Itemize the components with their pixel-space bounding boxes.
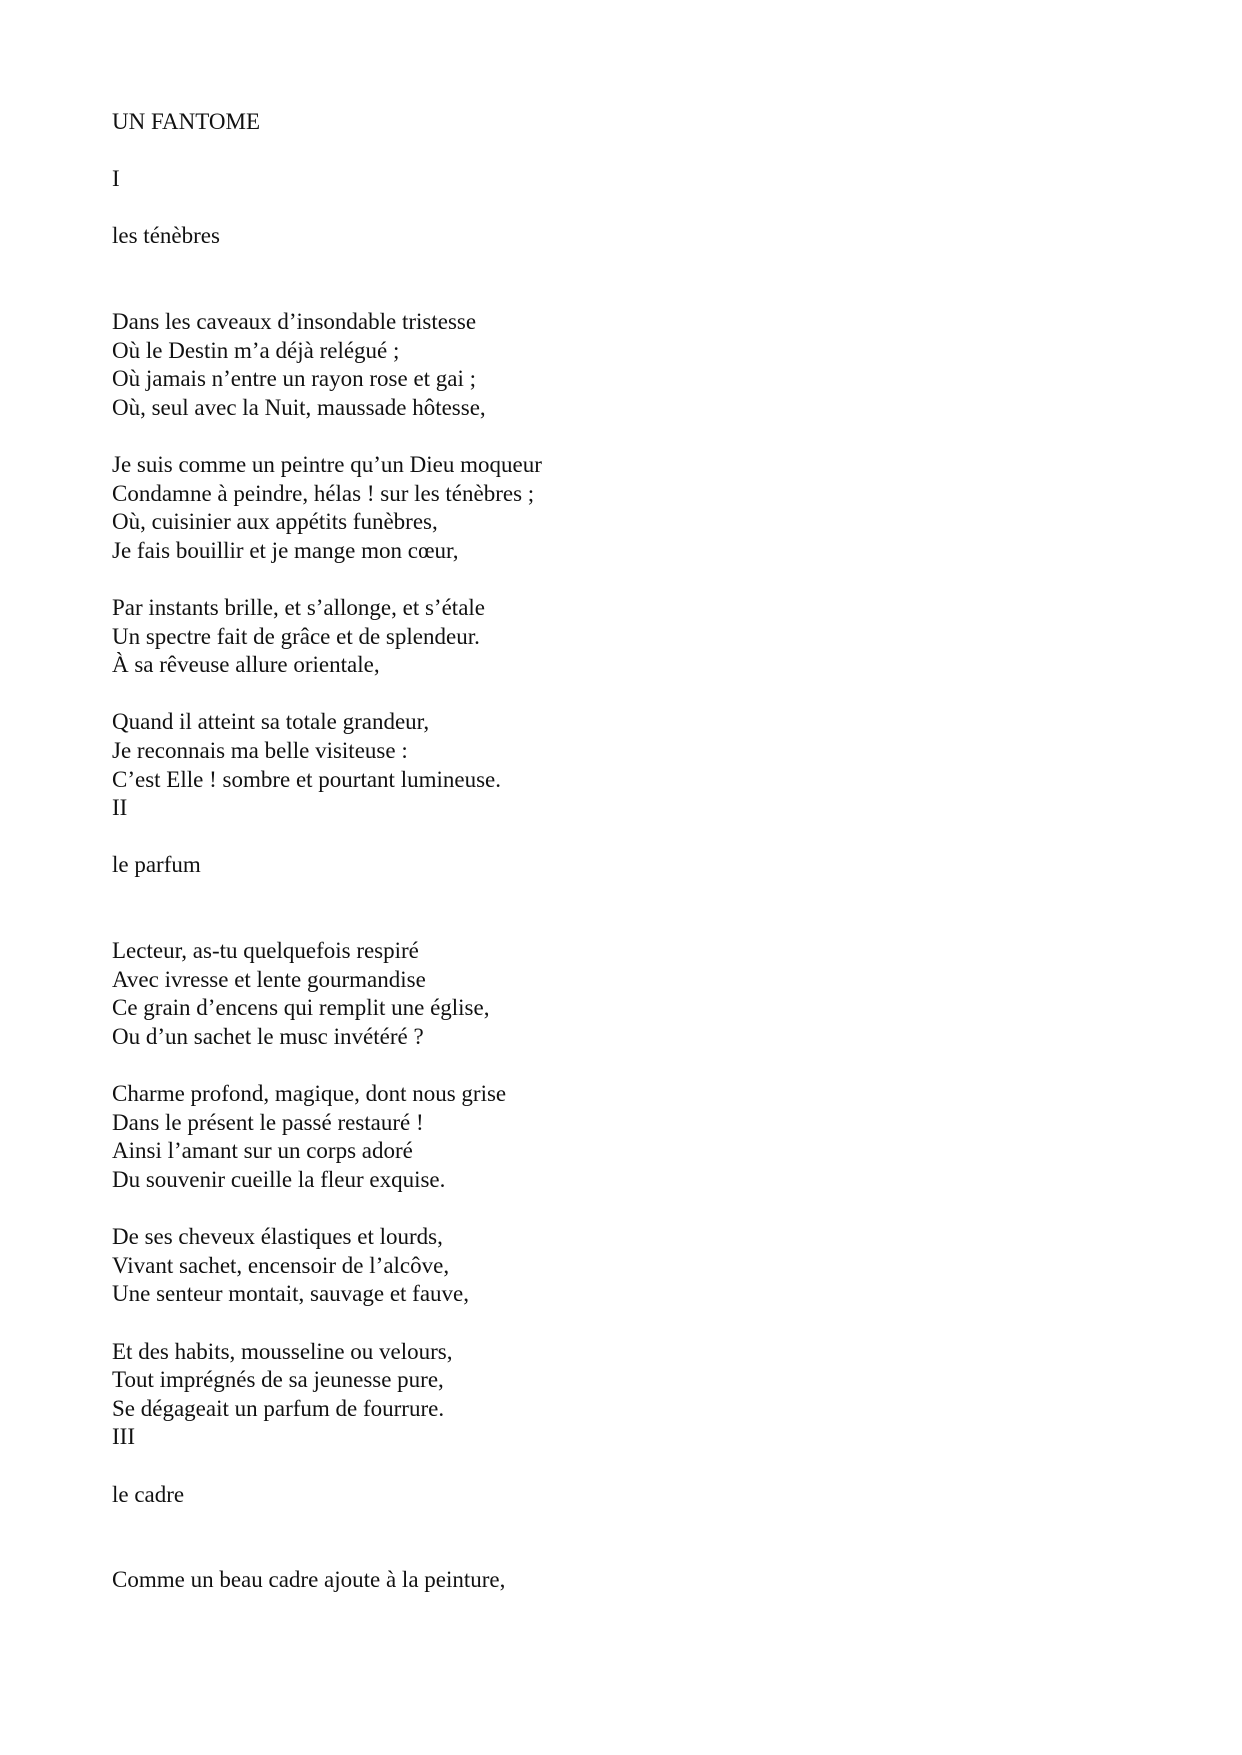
poem-part-1 xyxy=(112,165,1142,794)
verse-line: Où le Destin m’a déjà relégué ; xyxy=(112,337,400,363)
stanza xyxy=(112,451,1142,565)
verse-line: Dans les caveaux d’insondable tristesse xyxy=(112,309,477,335)
poem-part-2 xyxy=(112,794,1142,1423)
verse-line: Où, seul avec la Nuit, maussade hôtesse, xyxy=(112,394,486,420)
verse-line: Ce grain d’encens qui remplit une église, xyxy=(112,995,490,1021)
part-number: III xyxy=(112,1424,135,1450)
verse-line: Avec ivresse et lente gourmandise xyxy=(112,966,426,992)
verse-line: Par instants brille, et s’allonge, et s’étale xyxy=(112,595,485,621)
part-title: les ténèbres xyxy=(112,223,220,249)
verse-line: Je suis comme un peintre qu’un Dieu moqueur xyxy=(112,452,542,478)
stanza xyxy=(112,308,1142,422)
verse-line: Quand il atteint sa totale grandeur, xyxy=(112,709,430,735)
verse-line: Charme profond, magique, dont nous grise xyxy=(112,1081,507,1107)
stanza xyxy=(112,937,1142,1051)
verse-line: Condamne à peindre, hélas ! sur les ténèbres ; xyxy=(112,480,535,506)
verse-line: Ainsi l’amant sur un corps adoré xyxy=(112,1138,413,1164)
verse-line: Je fais bouillir et je mange mon cœur, xyxy=(112,537,459,563)
verse-line: Ou d’un sachet le musc invétéré ? xyxy=(112,1024,424,1049)
stanza xyxy=(112,1566,1142,1595)
stanza xyxy=(112,1223,1142,1309)
verse-line: Une senteur montait, sauvage et fauve, xyxy=(112,1281,470,1307)
verse-line: Du souvenir cueille la fleur exquise. xyxy=(112,1166,446,1192)
part-number: II xyxy=(112,795,128,821)
verse-line: C’est Elle ! sombre et pourtant lumineuse. xyxy=(112,766,501,792)
stanza xyxy=(112,708,1142,794)
stanza xyxy=(112,594,1142,680)
verse-line: Je reconnais ma belle visiteuse : xyxy=(112,738,408,764)
verse-line: À sa rêveuse allure orientale, xyxy=(112,652,380,678)
verse-line: Lecteur, as-tu quelquefois respiré xyxy=(112,938,419,964)
stanza xyxy=(112,1080,1142,1194)
verse-line: Tout imprégnés de sa jeunesse pure, xyxy=(112,1367,444,1393)
poem-part-3 xyxy=(112,1423,1142,1595)
verse-line: De ses cheveux élastiques et lourds, xyxy=(112,1224,443,1250)
verse-line: Où jamais n’entre un rayon rose et gai ; xyxy=(112,366,477,392)
verse-line: Se dégageait un parfum de fourrure. xyxy=(112,1395,445,1421)
poem-title: UN FANTOME xyxy=(112,109,261,134)
part-title: le cadre xyxy=(112,1481,185,1507)
verse-line: Où, cuisinier aux appétits funèbres, xyxy=(112,509,438,535)
verse-line: Un spectre fait de grâce et de splendeur. xyxy=(112,623,480,649)
verse-line: Dans le présent le passé restauré ! xyxy=(112,1109,424,1135)
poem-text xyxy=(112,108,1142,1595)
stanza xyxy=(112,1338,1142,1424)
part-number: I xyxy=(112,166,120,192)
verse-line: Et des habits, mousseline ou velours, xyxy=(112,1338,453,1364)
verse-line: Comme un beau cadre ajoute à la peinture, xyxy=(112,1567,506,1593)
verse-line: Vivant sachet, encensoir de l’alcôve, xyxy=(112,1252,450,1278)
part-title: le parfum xyxy=(112,852,201,878)
